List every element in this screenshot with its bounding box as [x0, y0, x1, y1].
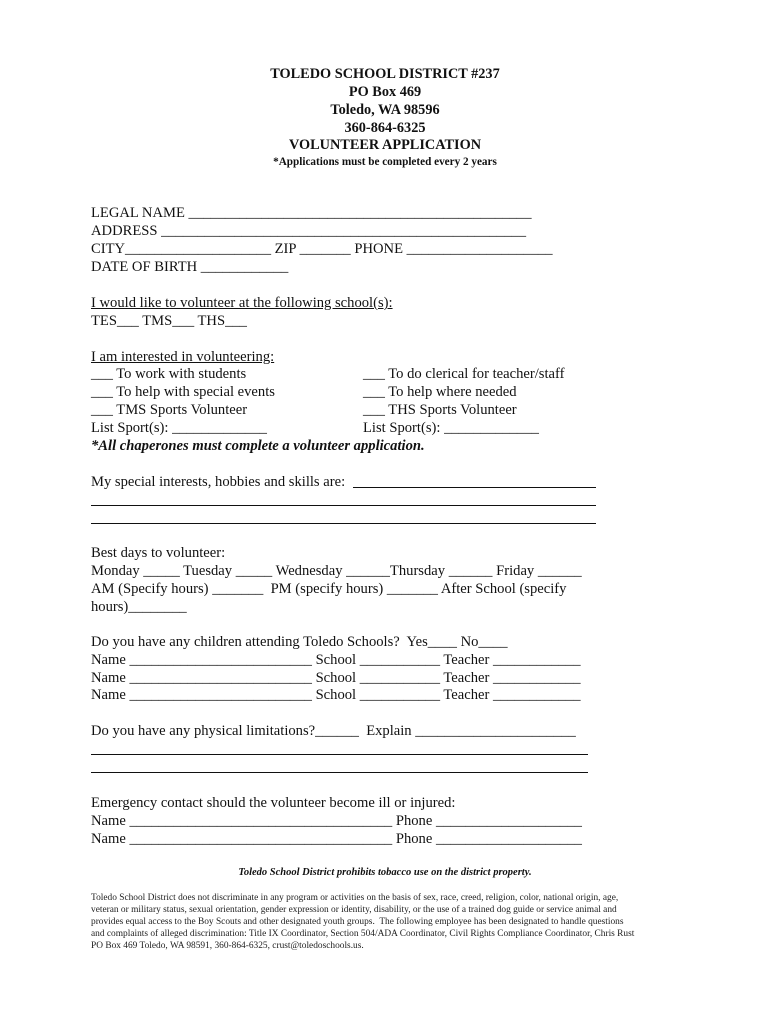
emergency-contact-row: Name ____________________________________ Phone ____________________: [91, 813, 582, 829]
interest-option-tms-sports: ___ TMS Sports Volunteer: [91, 402, 248, 418]
district-phone: 360-864-6325: [344, 120, 426, 136]
nondiscrimination-line: Toledo School District does not discriminate in any program or activities on the basis of sex, race, creed, religion, color, national origin, age,: [91, 893, 619, 903]
interests-heading: I am interested in volunteering:: [91, 349, 275, 365]
city-zip-phone-field: CITY____________________ ZIP _______ PHONE ____________________: [91, 241, 553, 257]
skills-answer-line-3: [91, 523, 596, 524]
interest-option-help-where-needed: ___ To help where needed: [363, 384, 517, 400]
skills-answer-line-1: [353, 487, 596, 488]
district-name: TOLEDO SCHOOL DISTRICT #237: [270, 66, 500, 82]
ths-sports-list-field: List Sport(s): _____________: [363, 420, 539, 436]
availability-heading: Best days to volunteer:: [91, 545, 226, 561]
school-options: TES___ TMS___ THS___: [91, 313, 247, 329]
legal-name-field: LEGAL NAME _______________________________________________: [91, 205, 532, 221]
limitations-answer-line-2: [91, 772, 588, 773]
nondiscrimination-line: veteran or military status, sexual orientation, gender expression or identity, disability, or the use of a trained dog guide or service animal and: [91, 905, 617, 915]
children-question: Do you have any children attending Toledo Schools? Yes____ No____: [91, 634, 508, 650]
availability-days: Monday _____ Tuesday _____ Wednesday ______Thursday ______ Friday ______: [91, 563, 582, 579]
nondiscrimination-line: provides equal access to the Boy Scouts and other designated youth groups. The following employee has been designated to handle questions: [91, 917, 624, 927]
limitations-answer-line-1: [91, 754, 588, 755]
schools-heading: I would like to volunteer at the following school(s):: [91, 295, 393, 311]
child-row: Name _________________________ School ___________ Teacher ____________: [91, 652, 581, 668]
district-po-box: PO Box 469: [348, 84, 422, 100]
interest-option-work-with-students: ___ To work with students: [91, 366, 247, 382]
interest-option-clerical: ___ To do clerical for teacher/staff: [363, 366, 565, 382]
interest-option-ths-sports: ___ THS Sports Volunteer: [363, 402, 517, 418]
address-field: ADDRESS __________________________________________________: [91, 223, 526, 239]
date-of-birth-field: DATE OF BIRTH ____________: [91, 259, 289, 275]
nondiscrimination-line: PO Box 469 Toledo, WA 98591, 360-864-6325, crust@toledoschools.us.: [91, 941, 364, 951]
skills-label: My special interests, hobbies and skills are:: [91, 474, 346, 490]
emergency-contact-row: Name ____________________________________ Phone ____________________: [91, 831, 582, 847]
renewal-note: *Applications must be completed every 2 years: [273, 156, 497, 168]
form-title: VOLUNTEER APPLICATION: [288, 137, 482, 153]
availability-hours-continued: hours)________: [91, 599, 187, 615]
limitations-question: Do you have any physical limitations?______ Explain ______________________: [91, 723, 576, 739]
skills-answer-line-2: [91, 505, 596, 506]
chaperone-note: *All chaperones must complete a volunteer application.: [91, 438, 425, 454]
tms-sports-list-field: List Sport(s): _____________: [91, 420, 267, 436]
emergency-heading: Emergency contact should the volunteer become ill or injured:: [91, 795, 456, 811]
district-city-state: Toledo, WA 98596: [330, 102, 440, 118]
availability-hours: AM (Specify hours) _______ PM (specify hours) _______ After School (specify: [91, 581, 567, 597]
interest-option-special-events: ___ To help with special events: [91, 384, 275, 400]
nondiscrimination-line: and complaints of alleged discrimination: Title IX Coordinator, Section 504/ADA Coordinator, Civil Rights Compliance Coordinator, Chris Rust: [91, 929, 635, 939]
tobacco-policy: Toledo School District prohibits tobacco use on the district property.: [238, 867, 532, 878]
child-row: Name _________________________ School ___________ Teacher ____________: [91, 687, 581, 703]
child-row: Name _________________________ School ___________ Teacher ____________: [91, 670, 581, 686]
